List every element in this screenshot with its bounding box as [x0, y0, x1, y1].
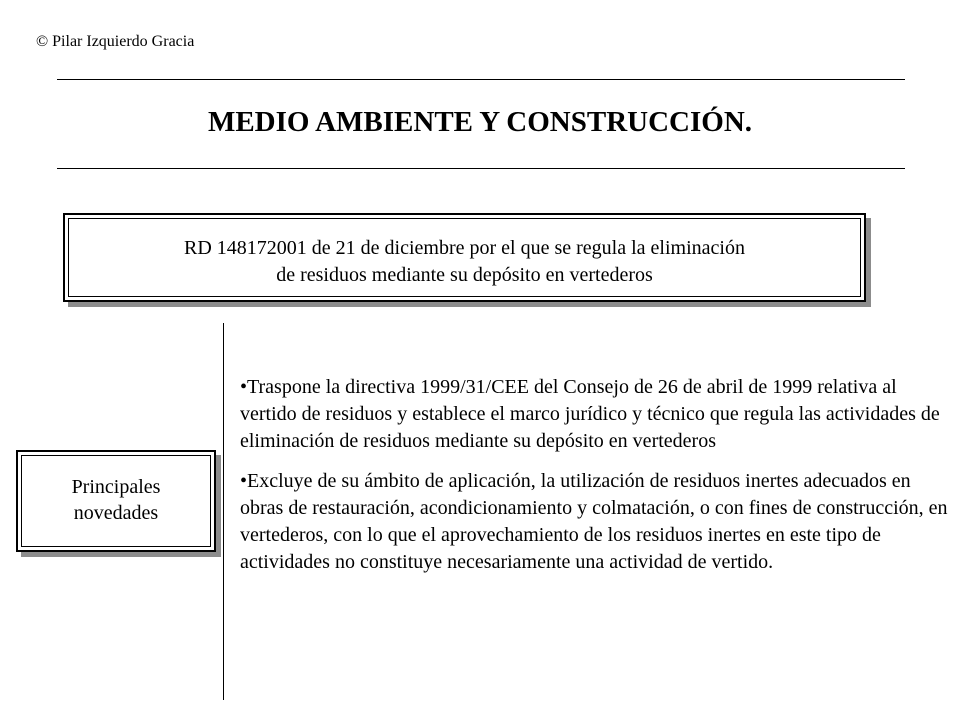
novedades-box: [16, 450, 216, 552]
novedades-line-1: Principales: [71, 476, 161, 498]
list-item: •Excluye de su ámbito de aplicación, la utilización de residuos inertes adecuados en obras de restauración, acondicionamiento y colmatación, o con fines de construcción, en vertederos, con lo que el aprovechamiento de los residuos inertes en este tipo de actividades no constituye necesariamente una actividad de vertido.: [240, 470, 948, 573]
vertical-divider: [223, 323, 224, 700]
list-item: •Traspone la directiva 1999/31/CEE del Consejo de 26 de abril de 1999 relativa al vertido de residuos y establece el marco jurídico y técnico que regula las actividades de eliminación de residuos mediante su depósito en vertederos: [240, 376, 940, 452]
regulation-line-1: RD 148172001 de 21 de diciembre por el que se regula la eliminación: [184, 237, 745, 259]
bottom-divider: [57, 168, 905, 169]
page-title: MEDIO AMBIENTE Y CONSTRUCCIÓN.: [207, 106, 753, 138]
regulation-line-2: de residuos mediante su depósito en vertederos: [276, 264, 653, 286]
regulation-text: [65, 235, 864, 289]
top-divider: [57, 79, 905, 80]
novedades-text: [18, 474, 214, 526]
copyright-notice: © Pilar Izquierdo Gracia: [36, 33, 195, 50]
novedades-list: [240, 374, 952, 589]
regulation-box: [63, 213, 866, 302]
novedades-line-2: novedades: [73, 502, 159, 524]
